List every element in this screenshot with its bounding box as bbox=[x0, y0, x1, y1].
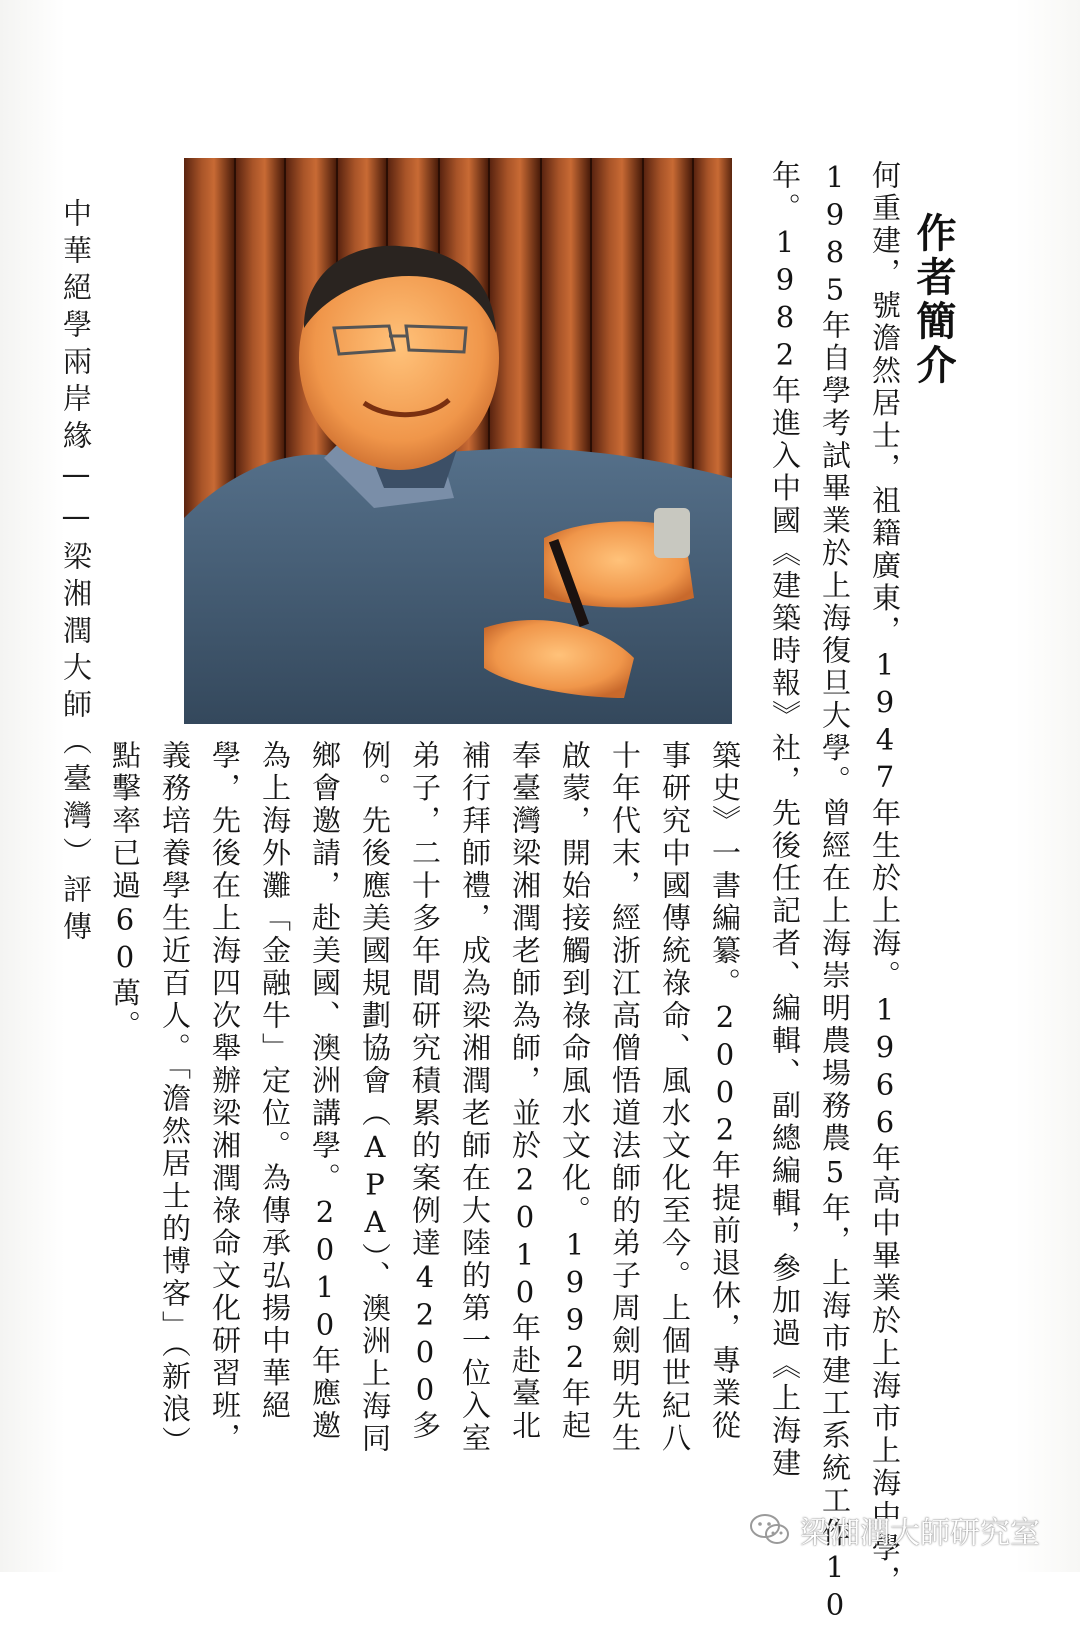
watermark-label: 梁湘潤大師研究室 bbox=[800, 1516, 1040, 1551]
author-photo bbox=[184, 158, 732, 724]
bio-text-lower: 築史》一書編纂。2002年提前退休，專業從事研究中國傳統祿命、風水文化至今。上個世紀八十年代末，經浙江高僧悟道法師的弟子周劍明先生啟蒙，開始接觸到祿命風水文化。1992年起奉臺灣梁湘潤老師為師，並於2010年赴臺北補行拜師禮，成為梁湘潤老師在大陸的第一位入室弟子，二十多年間研究積累的案例達4200多例。先後應美國規劃協會（APA）、澳洲上海同鄉會邀請，赴美國、澳洲講學。2010年應邀為上海外灘「金融牛」定位。為傳承弘揚中華絕學，先後在上海四次舉辦梁湘潤祿命文化研習班，義務培養學生近百人。「澹然居士的博客」（新浪）點擊率已過60萬。 bbox=[108, 740, 742, 1459]
bio-text-upper: 何重建，號澹然居士，祖籍廣東，1947年生於上海。1966年高中畢業於上海市上海中學，1985年自學考試畢業於上海復旦大學。曾經在上海崇明農場務農5年，上海市建工系統工作10年。1982年進入中國《建築時報》社，先後任記者、編輯、副總編輯，參加過《上海建 bbox=[768, 160, 902, 1625]
running-title: 中華絕學兩岸緣——梁湘潤大師（臺灣）評傳 bbox=[59, 198, 93, 948]
section-title: 作者簡介 bbox=[910, 212, 956, 388]
wechat-icon bbox=[748, 1512, 792, 1548]
watermark bbox=[748, 1508, 1040, 1552]
